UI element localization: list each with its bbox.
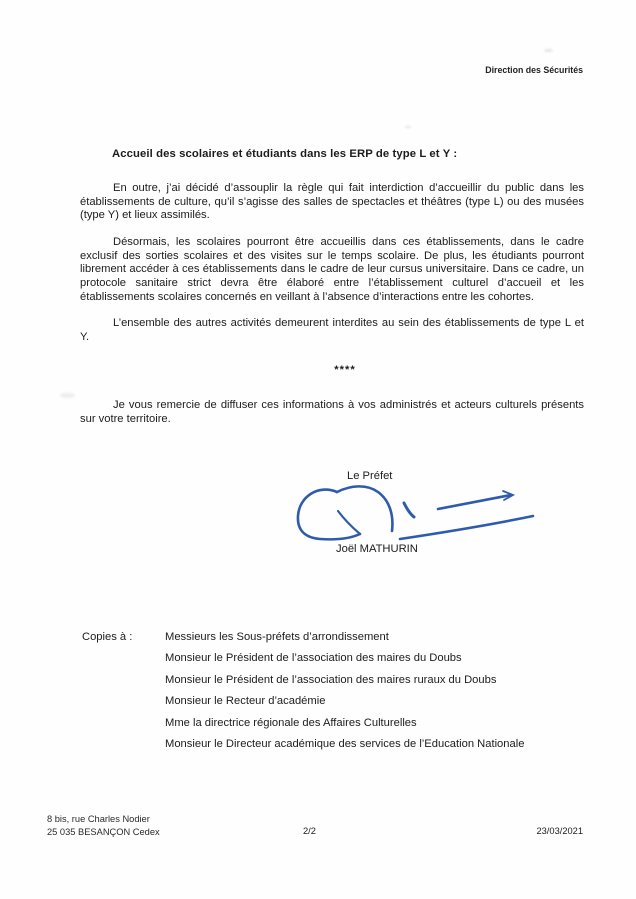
section-separator-stars: ****	[334, 364, 356, 376]
copies-recipient: Monsieur le Président de l’association des maires ruraux du Doubs	[165, 673, 497, 686]
department-label: Direction des Sécurités	[485, 65, 583, 75]
sender-address-line2: 25 035 BESANÇON Cedex	[47, 827, 160, 837]
copies-recipient: Monsieur le Directeur académique des services de l’Education Nationale	[165, 737, 525, 750]
scan-artifact	[60, 393, 75, 398]
sender-address-line1: 8 bis, rue Charles Nodier	[47, 814, 150, 824]
sender-address	[47, 813, 160, 839]
closing-paragraph: Je vous remercie de diffuser ces informations à vos administrés et acteurs culturels présents sur votre territoire.	[80, 399, 584, 425]
handwritten-signature-ink	[290, 483, 540, 549]
signatory-name: Joël MATHURIN	[336, 543, 418, 555]
copies-recipient: Monsieur le Président de l’association des maires du Doubs	[165, 652, 462, 665]
copies-recipient: Mme la directrice régionale des Affaires Culturelles	[165, 716, 417, 729]
page-number: 2/2	[303, 826, 316, 836]
document-date: 23/03/2021	[536, 826, 583, 836]
scan-artifact	[544, 49, 553, 52]
letter-subject-heading: Accueil des scolaires et étudiants dans les ERP de type L et Y :	[112, 148, 458, 160]
body-paragraph-2: Désormais, les scolaires pourront être accueillis dans ces établissements, dans le cadre exclusif des sorties scolaires et des visites sur le temps scolaire. De plus, les étudiants pourront librement accéder à ces établissements dans le cadre de leur cursus universitaire. Dans ce cadre, un protocole sanitaire strict devra être élaboré entre l’établissement culturel d’accueil et les établissements scolaires concernés en veillant à l’absence d’interactions entre les cohortes.	[80, 236, 584, 303]
scan-artifact	[405, 126, 411, 128]
body-paragraph-3: L’ensemble des autres activités demeurent interdites au sein des établissements de type L et Y.	[80, 317, 584, 343]
body-paragraph-1: En outre, j’ai décidé d’assouplir la règle qui fait interdiction d’accueillir du public dans les établissements de culture, qu’il s’agisse des salles de spectacles et théâtres (type L) ou des musées (type Y) et lieux assimilés.	[80, 182, 584, 222]
copies-recipient: Messieurs les Sous-préfets d’arrondissement	[165, 631, 389, 643]
copies-label: Copies à :	[82, 631, 133, 643]
signatory-title: Le Préfet	[347, 470, 393, 482]
copies-recipient: Monsieur le Recteur d’académie	[165, 695, 326, 708]
copies-recipient-list	[165, 631, 585, 759]
